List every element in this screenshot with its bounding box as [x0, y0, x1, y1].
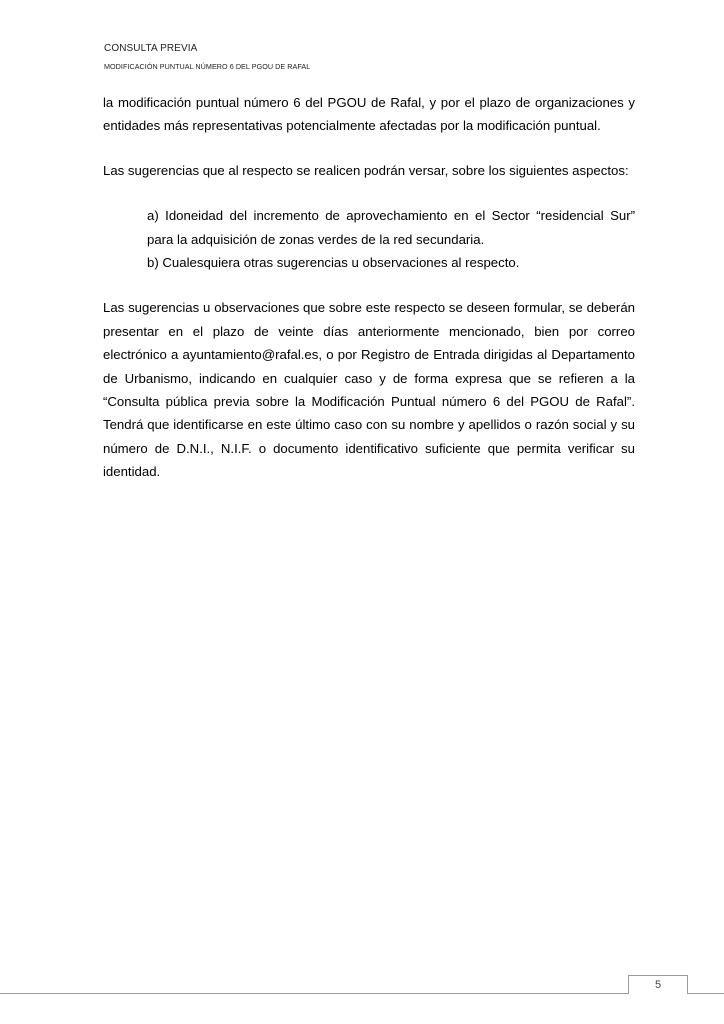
page-number: 5 [654, 979, 662, 991]
intro-paragraph: la modificación puntual número 6 del PGOU de Rafal, y por el plazo de organizaciones y entidades más representativas potencialmente afectadas por la modificación puntual. [103, 95, 635, 134]
aspects-list [147, 204, 635, 274]
document-body [103, 91, 635, 484]
header-subtitle: MODIFICACIÓN PUNTUAL NÚMERO 6 DEL PGOU DE RAFAL [104, 62, 311, 71]
page-header [104, 43, 310, 72]
aspect-item-a: a) Idoneidad del incremento de aprovechamiento en el Sector “residencial Sur” para la adquisición de zonas verdes de la red secundaria. [147, 208, 635, 247]
aspects-intro-paragraph: Las sugerencias que al respecto se realicen podrán versar, sobre los siguientes aspectos: [103, 162, 629, 178]
aspect-item-b: b) Cualesquiera otras sugerencias u observaciones al respecto. [147, 255, 520, 271]
header-title: CONSULTA PREVIA [104, 43, 198, 54]
page-number-box [628, 975, 688, 994]
closing-paragraph: Las sugerencias u observaciones que sobre este respecto se deseen formular, se deberán presentar en el plazo de veinte días anteriormente mencionado, bien por correo electrónico a ayuntamiento@rafal.es, o por Registro de Entrada dirigidas al Departamento de Urbanismo, indicando en cualquier caso y de forma expresa que se refieren a la “Consulta pública previa sobre la Modificación Puntual número 6 del PGOU de Rafal”. Tendrá que identificarse en este último caso con su nombre y apellidos o razón social y su número de D.N.I., N.I.F. o documento identificativo suficiente que permita verificar su identidad. [103, 300, 635, 480]
footer-divider [0, 993, 724, 994]
